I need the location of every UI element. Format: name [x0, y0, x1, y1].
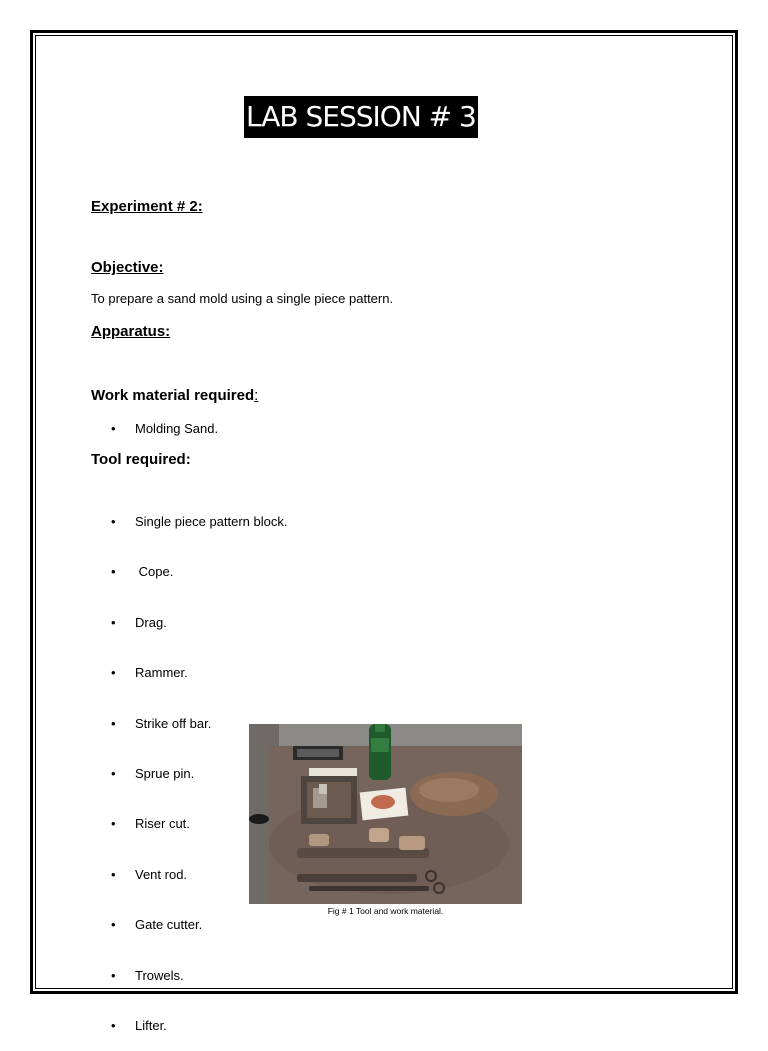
list-item: • Rammer.: [135, 663, 287, 683]
tool-required-heading: Tool required:: [91, 451, 191, 468]
work-material-heading: [91, 387, 258, 404]
apparatus-heading: Apparatus:: [91, 323, 171, 340]
list-item: • Single piece pattern block.: [135, 512, 287, 532]
tools-photo-illustration: [249, 724, 522, 904]
list-item: • Molding Sand.: [135, 419, 218, 439]
list-item: • Vent rod.: [135, 865, 287, 885]
work-material-heading-colon: :: [254, 387, 259, 404]
list-item: • Cope.: [135, 562, 287, 582]
tools-photo: [249, 724, 522, 904]
list-item: • Strike off bar.: [135, 714, 287, 734]
list-item: • Trowels.: [135, 966, 287, 986]
experiment-heading: Experiment # 2:: [91, 198, 203, 215]
list-item: • Drag.: [135, 613, 287, 633]
objective-heading: Objective:: [91, 259, 164, 276]
objective-text: To prepare a sand mold using a single piece pattern.: [91, 291, 394, 306]
list-item: • Riser cut.: [135, 814, 287, 834]
list-item: • Gate cutter.: [135, 915, 287, 935]
work-material-heading-label: Work material required: [91, 387, 255, 404]
figure-caption: Fig # 1 Tool and work material.: [327, 906, 444, 916]
list-item: • Lifter.: [135, 1016, 287, 1036]
page-title: LAB SESSION # 3: [244, 96, 478, 138]
work-material-list: [91, 419, 218, 439]
list-item: • Sprue pin.: [135, 764, 287, 784]
